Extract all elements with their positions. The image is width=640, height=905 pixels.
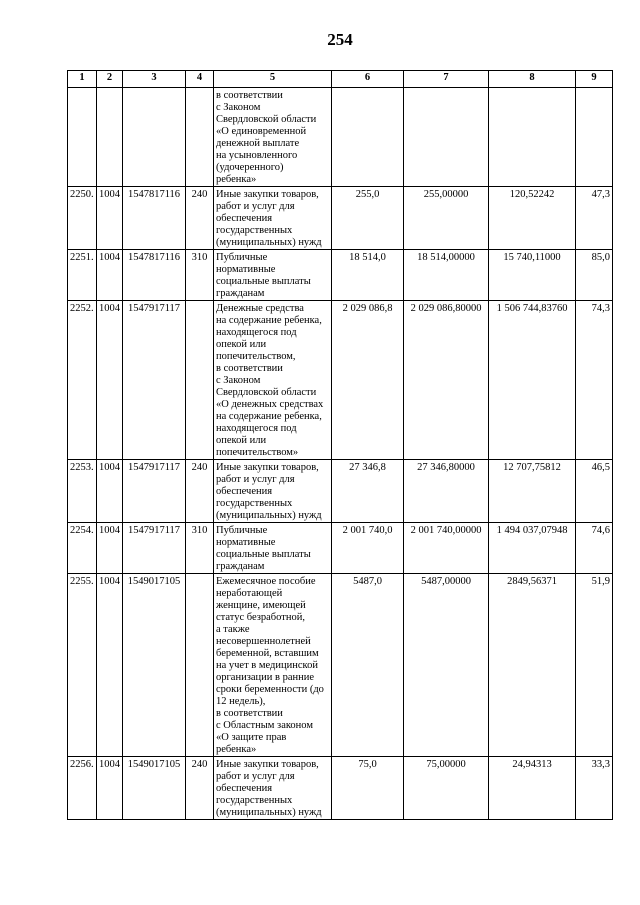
table-row <box>68 523 613 574</box>
item-name-line: обеспечения <box>216 213 273 224</box>
expense-type-code <box>186 574 214 757</box>
section-code: 1004 <box>97 460 123 523</box>
item-name-line: социальные выплаты <box>216 276 311 287</box>
item-name-line: социальные выплаты <box>216 549 311 560</box>
item-name-line: государственных <box>216 498 293 509</box>
item-name-line: беременной, вставшим <box>216 648 319 659</box>
item-name-line: государственных <box>216 795 293 806</box>
table-header-row <box>68 71 613 88</box>
value-col-6: 255,0 <box>332 187 404 250</box>
table-row <box>68 88 613 187</box>
item-name-line: на содержание ребенка, <box>216 411 322 422</box>
item-name-line: Иные закупки товаров, <box>216 189 319 200</box>
item-name-line: ребенка» <box>216 174 257 185</box>
item-name-line: в соответствии <box>216 90 283 101</box>
value-col-6: 2 029 086,8 <box>332 301 404 460</box>
item-name-line: находящегося под <box>216 423 297 434</box>
item-name-line: статус безработной, <box>216 612 305 623</box>
percent-col-9: 85,0 <box>576 250 613 301</box>
item-name-line: в соответствии <box>216 708 283 719</box>
header-col-6: 6 <box>332 71 404 88</box>
expense-type-code: 240 <box>186 460 214 523</box>
percent-col-9: 47,3 <box>576 187 613 250</box>
item-name-line: Публичные <box>216 252 268 263</box>
header-col-1: 1 <box>68 71 97 88</box>
item-name-line: нормативные <box>216 537 276 548</box>
item-name-line: попечительством» <box>216 447 299 458</box>
item-name-line: с Законом <box>216 102 261 113</box>
header-col-8: 8 <box>489 71 576 88</box>
item-name-line: обеспечения <box>216 783 273 794</box>
item-name-line: денежной выплате <box>216 138 300 149</box>
item-name-line: (удочеренного) <box>216 162 284 173</box>
value-col-8: 1 494 037,07948 <box>489 523 576 574</box>
section-code: 1004 <box>97 187 123 250</box>
item-name-line: находящегося под <box>216 327 297 338</box>
item-name-line: Иные закупки товаров, <box>216 462 319 473</box>
target-article-code: 1547817116 <box>123 187 186 250</box>
item-name-line: (муниципальных) нужд <box>216 807 322 818</box>
row-number: 2250. <box>68 187 97 250</box>
item-name-line: женщине, имеющей <box>216 600 306 611</box>
row-number: 2252. <box>68 301 97 460</box>
target-article-code: 1547817116 <box>123 250 186 301</box>
value-col-8: 24,94313 <box>489 757 576 820</box>
item-name-line: «О защите прав <box>216 732 287 743</box>
item-name-line: с Законом <box>216 375 261 386</box>
target-article-code: 1549017105 <box>123 757 186 820</box>
item-name-line: нормативные <box>216 264 276 275</box>
item-name <box>214 757 332 820</box>
item-name-line: попечительством, <box>216 351 296 362</box>
item-name-line: организации в ранние <box>216 672 315 683</box>
percent-col-9: 74,3 <box>576 301 613 460</box>
row-number: 2255. <box>68 574 97 757</box>
item-name <box>214 523 332 574</box>
item-name-line: на учет в медицинской <box>216 660 318 671</box>
item-name <box>214 88 332 187</box>
value-col-7: 2 001 740,00000 <box>404 523 489 574</box>
item-name <box>214 187 332 250</box>
item-name <box>214 301 332 460</box>
value-col-7: 255,00000 <box>404 187 489 250</box>
item-name-line: Публичные <box>216 525 268 536</box>
item-name <box>214 250 332 301</box>
item-name-line: 12 недель), <box>216 696 266 707</box>
section-code: 1004 <box>97 523 123 574</box>
target-article-code: 1547917117 <box>123 460 186 523</box>
header-col-7: 7 <box>404 71 489 88</box>
row-number <box>68 88 97 187</box>
value-col-7 <box>404 88 489 187</box>
value-col-8: 2849,56371 <box>489 574 576 757</box>
expense-type-code <box>186 88 214 187</box>
row-number: 2251. <box>68 250 97 301</box>
item-name-line: несовершеннолетней <box>216 636 311 647</box>
section-code: 1004 <box>97 301 123 460</box>
item-name-line: с Областным законом <box>216 720 313 731</box>
percent-col-9: 33,3 <box>576 757 613 820</box>
target-article-code: 1547917117 <box>123 523 186 574</box>
item-name-line: работ и услуг для <box>216 771 295 782</box>
target-article-code: 1549017105 <box>123 574 186 757</box>
item-name-line: работ и услуг для <box>216 474 295 485</box>
header-col-9: 9 <box>576 71 613 88</box>
expense-type-code <box>186 301 214 460</box>
item-name-line: сроки беременности (до <box>216 684 324 695</box>
item-name-line: Свердловской области <box>216 387 317 398</box>
value-col-7: 27 346,80000 <box>404 460 489 523</box>
value-col-6: 5487,0 <box>332 574 404 757</box>
value-col-7: 5487,00000 <box>404 574 489 757</box>
table-row <box>68 460 613 523</box>
value-col-6 <box>332 88 404 187</box>
section-code <box>97 88 123 187</box>
target-article-code <box>123 88 186 187</box>
item-name-line: ребенка» <box>216 744 257 755</box>
row-number: 2253. <box>68 460 97 523</box>
item-name-line: Денежные средства <box>216 303 304 314</box>
value-col-6: 27 346,8 <box>332 460 404 523</box>
item-name-line: в соответствии <box>216 363 283 374</box>
item-name-line: неработающей <box>216 588 283 599</box>
value-col-8: 120,52242 <box>489 187 576 250</box>
value-col-7: 75,00000 <box>404 757 489 820</box>
table-row <box>68 757 613 820</box>
percent-col-9: 51,9 <box>576 574 613 757</box>
item-name-line: работ и услуг для <box>216 201 295 212</box>
item-name-line: на содержание ребенка, <box>216 315 322 326</box>
header-col-2: 2 <box>97 71 123 88</box>
value-col-7: 2 029 086,80000 <box>404 301 489 460</box>
item-name-line: гражданам <box>216 288 265 299</box>
header-col-5: 5 <box>214 71 332 88</box>
percent-col-9: 74,6 <box>576 523 613 574</box>
item-name-line: «О денежных средствах <box>216 399 324 410</box>
item-name-line: «О единовременной <box>216 126 307 137</box>
value-col-8: 1 506 744,83760 <box>489 301 576 460</box>
item-name-line: а также <box>216 624 250 635</box>
item-name-line: (муниципальных) нужд <box>216 237 322 248</box>
budget-table <box>67 70 613 820</box>
row-number: 2254. <box>68 523 97 574</box>
item-name-line: на усыновленного <box>216 150 298 161</box>
section-code: 1004 <box>97 574 123 757</box>
item-name-line: опекой или <box>216 435 267 446</box>
section-code: 1004 <box>97 250 123 301</box>
item-name-line: Свердловской области <box>216 114 317 125</box>
item-name-line: обеспечения <box>216 486 273 497</box>
table-row <box>68 187 613 250</box>
item-name-line: Иные закупки товаров, <box>216 759 319 770</box>
page-number: 254 <box>327 30 353 49</box>
item-name-line: гражданам <box>216 561 265 572</box>
value-col-8: 15 740,11000 <box>489 250 576 301</box>
item-name-line: государственных <box>216 225 293 236</box>
table-row <box>68 574 613 757</box>
target-article-code: 1547917117 <box>123 301 186 460</box>
item-name-line: Ежемесячное пособие <box>216 576 316 587</box>
expense-type-code: 240 <box>186 757 214 820</box>
value-col-8: 12 707,75812 <box>489 460 576 523</box>
expense-type-code: 310 <box>186 523 214 574</box>
header-col-4: 4 <box>186 71 214 88</box>
item-name <box>214 460 332 523</box>
table-body <box>68 88 613 820</box>
value-col-7: 18 514,00000 <box>404 250 489 301</box>
table-row <box>68 301 613 460</box>
table-row <box>68 250 613 301</box>
value-col-6: 75,0 <box>332 757 404 820</box>
value-col-6: 2 001 740,0 <box>332 523 404 574</box>
item-name <box>214 574 332 757</box>
percent-col-9: 46,5 <box>576 460 613 523</box>
item-name-line: (муниципальных) нужд <box>216 510 322 521</box>
expense-type-code: 310 <box>186 250 214 301</box>
section-code: 1004 <box>97 757 123 820</box>
row-number: 2256. <box>68 757 97 820</box>
item-name-line: опекой или <box>216 339 267 350</box>
percent-col-9 <box>576 88 613 187</box>
header-col-3: 3 <box>123 71 186 88</box>
value-col-6: 18 514,0 <box>332 250 404 301</box>
expense-type-code: 240 <box>186 187 214 250</box>
value-col-8 <box>489 88 576 187</box>
